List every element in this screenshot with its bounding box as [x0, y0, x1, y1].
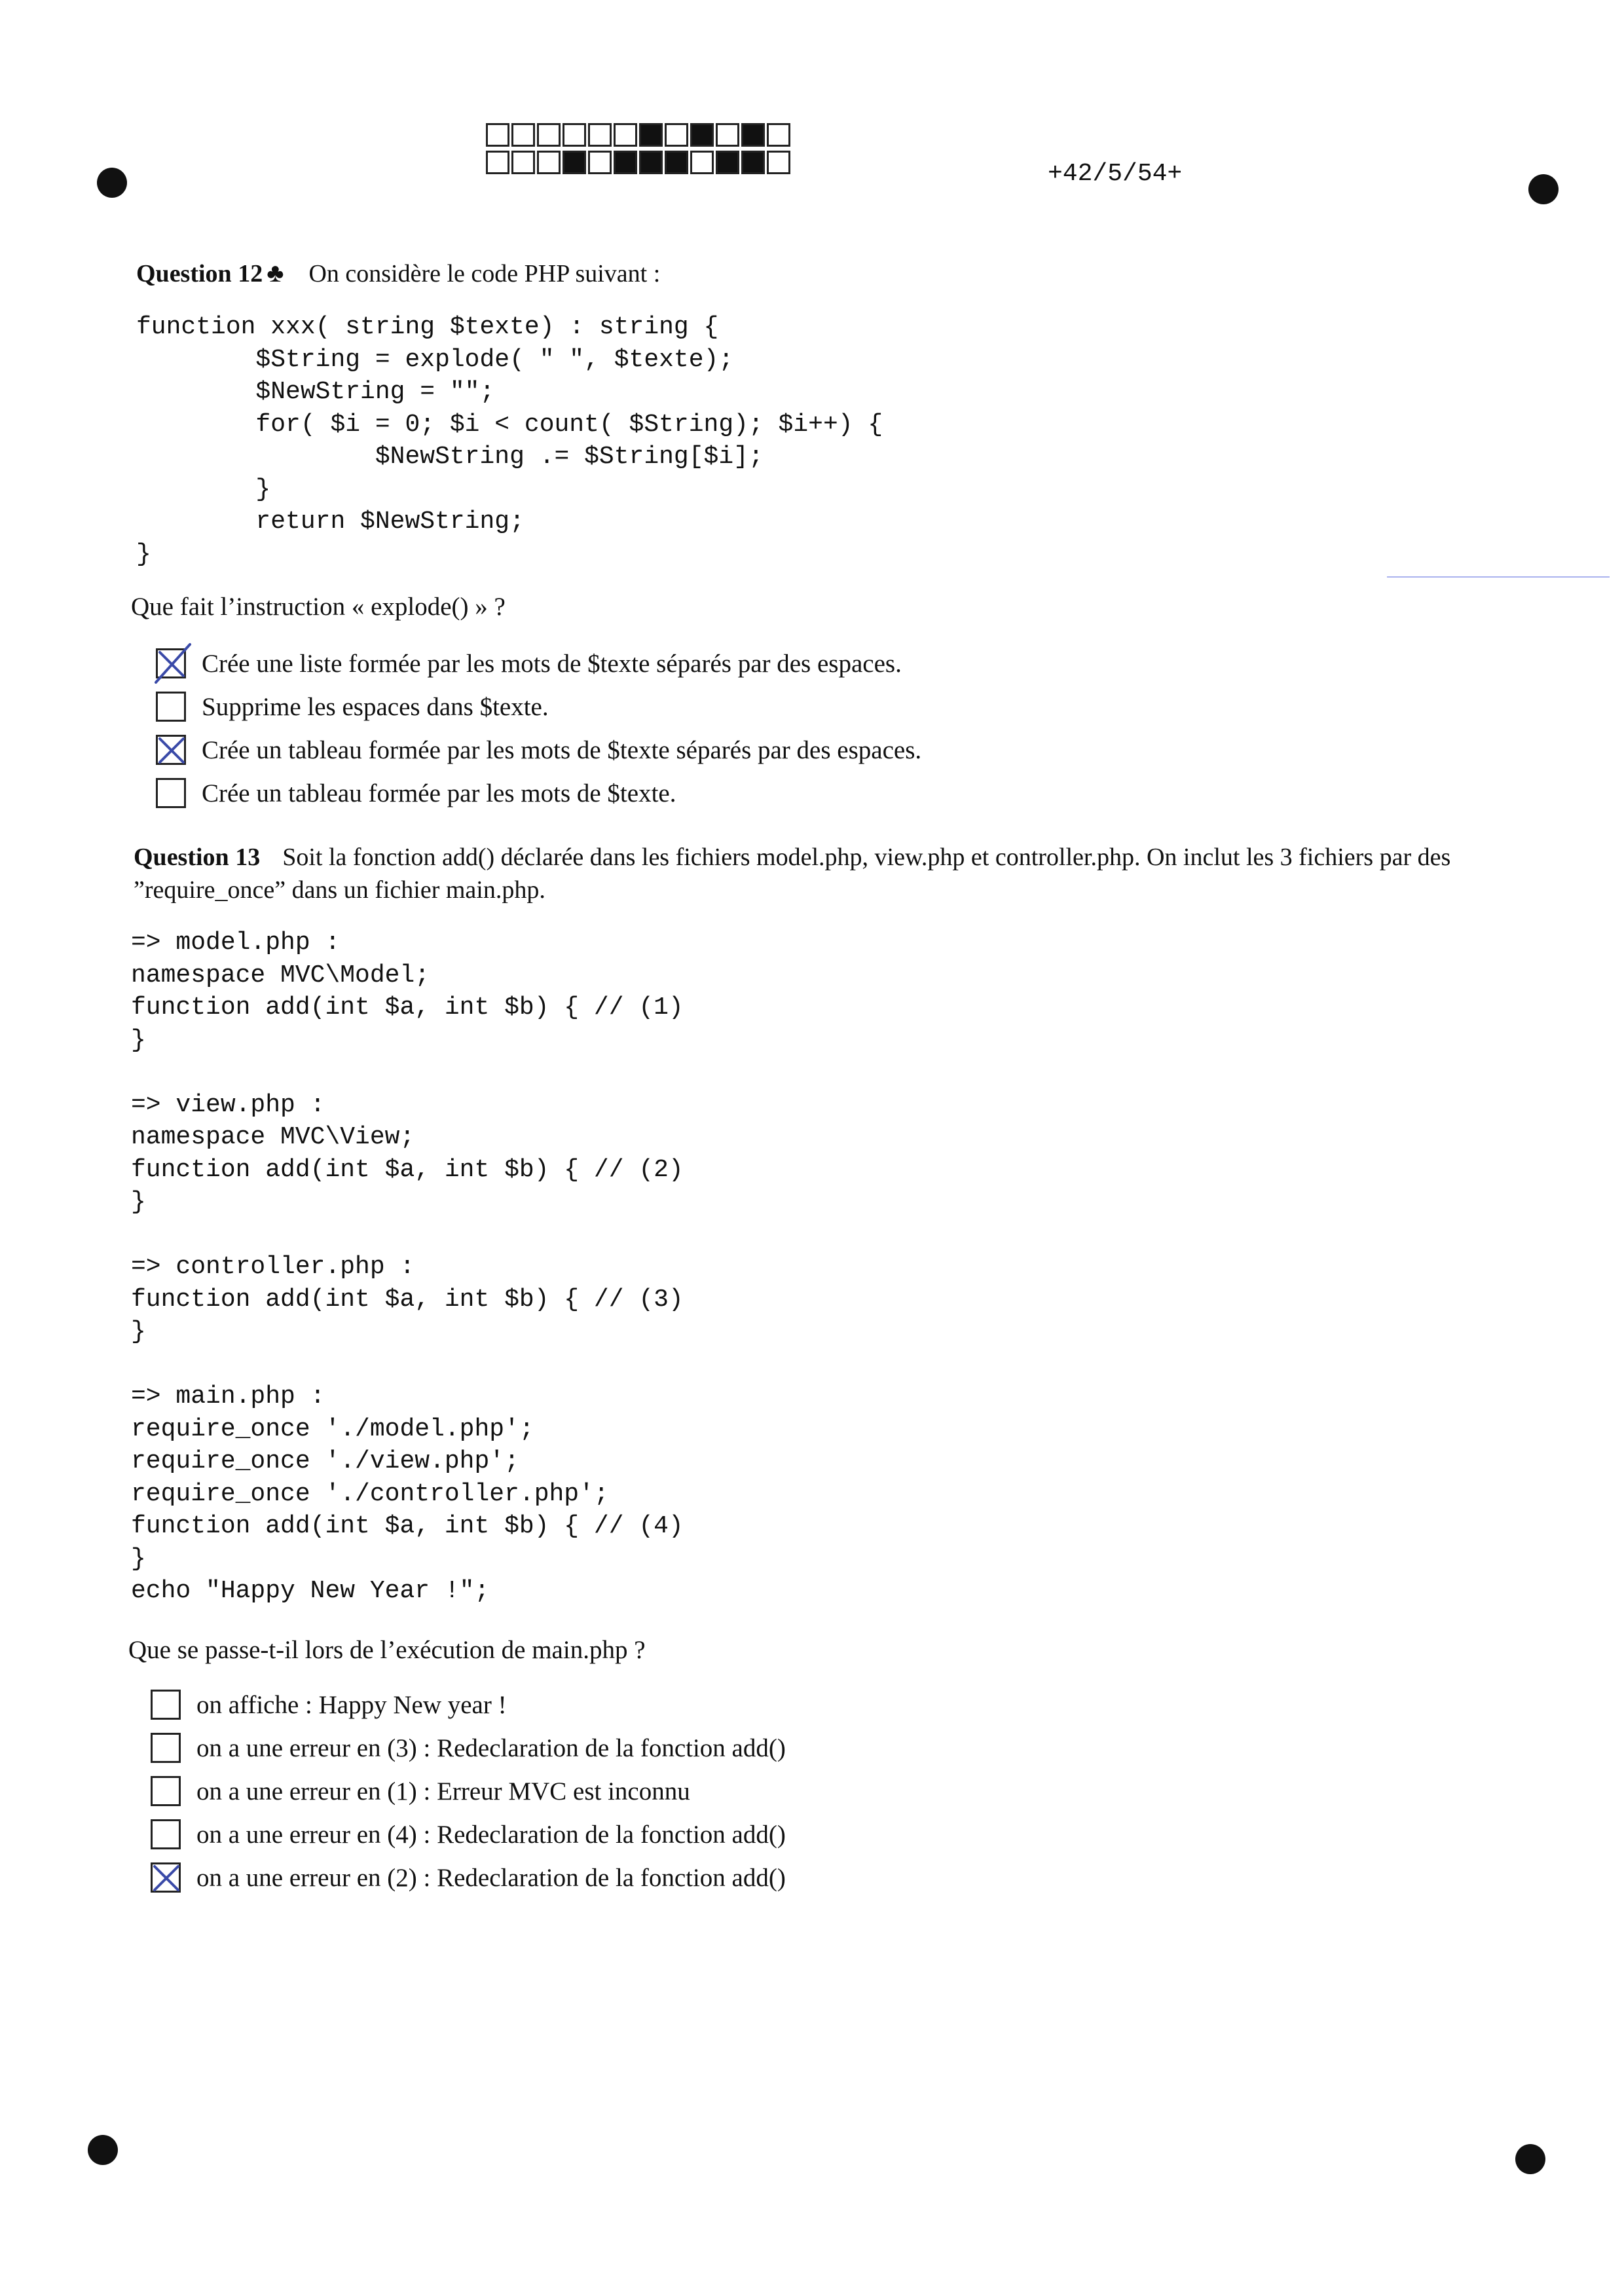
- question-12-prompt: Que fait l’instruction « explode() » ?: [131, 593, 506, 621]
- registration-mark-top-left: [97, 168, 127, 198]
- stray-pen-line: [1387, 576, 1610, 578]
- checked-checkbox[interactable]: [151, 1862, 181, 1893]
- code-cell: [563, 151, 586, 174]
- code-cell: [665, 151, 688, 174]
- registration-mark-bottom-left: [88, 2135, 118, 2165]
- checked-checkbox[interactable]: [156, 735, 186, 765]
- question-13-code: [131, 927, 684, 1608]
- question-13-label: Question 13: [134, 843, 261, 871]
- question-12-header: [136, 257, 660, 290]
- registration-mark-bottom-right: [1515, 2144, 1545, 2174]
- checkbox[interactable]: [151, 1733, 181, 1763]
- page-identifier: +42/5/54+: [1048, 160, 1183, 188]
- code-row-1: [486, 123, 792, 147]
- answer-text: on affiche : Happy New year !: [196, 1690, 507, 1719]
- code-cell: [767, 151, 790, 174]
- question-13-prompt: Que se passe-t-il lors de l’exécution de main.php ?: [128, 1636, 646, 1664]
- code-row-2: [486, 151, 792, 174]
- code-cell: [486, 151, 509, 174]
- code-cell: [665, 123, 688, 147]
- code-cell: [639, 151, 663, 174]
- code-cell: [537, 151, 561, 174]
- club-icon: ♣: [267, 258, 284, 287]
- answer-text: Crée un tableau formée par les mots de $texte.: [202, 779, 676, 807]
- code-cell: [588, 151, 612, 174]
- answer-text: Supprime les espaces dans $texte.: [202, 692, 549, 721]
- cross-mark-icon: [151, 1862, 181, 1893]
- answer-option[interactable]: [151, 1726, 786, 1769]
- checkbox[interactable]: [156, 778, 186, 808]
- question-13-header: [134, 841, 1541, 906]
- code-cell: [716, 123, 739, 147]
- answer-option[interactable]: [156, 642, 921, 685]
- cross-mark-icon: [156, 735, 186, 765]
- answer-text: Crée un tableau formée par les mots de $texte séparés par des espaces.: [202, 735, 922, 764]
- checkbox[interactable]: [151, 1776, 181, 1806]
- question-12-intro: On considère le code PHP suivant :: [308, 260, 661, 287]
- question-12-label: Question 12: [136, 260, 263, 287]
- code-cell: [511, 151, 535, 174]
- php-code-block: function xxx( string $texte) : string { $String = explode( " ", $texte); $NewString = ""; for( $i = 0; $i < count( $String); $i++) { $NewString .= $String[$i]; } return $NewString; }: [136, 313, 883, 568]
- code-cell: [741, 151, 765, 174]
- question-12-code: [136, 311, 883, 570]
- answer-option[interactable]: [151, 1856, 786, 1899]
- code-cell: [716, 151, 739, 174]
- code-cell: [588, 123, 612, 147]
- code-cell: [639, 123, 663, 147]
- answer-option[interactable]: [151, 1683, 786, 1726]
- answer-option[interactable]: [151, 1769, 786, 1813]
- code-cell: [537, 123, 561, 147]
- code-cell: [486, 123, 509, 147]
- question-12-answers: [156, 642, 921, 815]
- answer-option[interactable]: [156, 771, 921, 815]
- question-13-intro: Soit la fonction add() déclarée dans les fichiers model.php, view.php et controller.php. On inclut les 3 fichiers par des ”require_once” dans un fichier main.php.: [134, 843, 1451, 904]
- checked-checkbox[interactable]: [156, 648, 186, 678]
- answer-option[interactable]: [156, 685, 921, 728]
- code-cell: [614, 151, 637, 174]
- answer-text: on a une erreur en (3) : Redeclaration de la fonction add(): [196, 1733, 786, 1762]
- code-cell: [614, 123, 637, 147]
- sheet-code-grid: [486, 123, 792, 178]
- checkbox[interactable]: [151, 1690, 181, 1720]
- code-cell: [511, 123, 535, 147]
- answer-text: on a une erreur en (1) : Erreur MVC est inconnu: [196, 1777, 690, 1805]
- code-cell: [690, 123, 714, 147]
- code-cell: [741, 123, 765, 147]
- code-cell: [690, 151, 714, 174]
- answer-option[interactable]: [156, 728, 921, 771]
- registration-mark-top-right: [1528, 174, 1559, 204]
- question-13-answers: [151, 1683, 786, 1899]
- checkbox[interactable]: [156, 692, 186, 722]
- checkbox[interactable]: [151, 1819, 181, 1849]
- php-files-code-block: => model.php : namespace MVC\Model; function add(int $a, int $b) { // (1) } => view.php : namespace MVC\View; function add(int $a, int $b) { // (2) } => controller.php : function add(int $a, int $b) { // (3) } => main.php : require_once './model.php'; require_once './view.php'; require_once './controller.php'; function add(int $a, int $b) { // (4) } echo "Happy New Year !";: [131, 929, 684, 1605]
- answer-option[interactable]: [151, 1813, 786, 1856]
- cross-mark-icon: [156, 648, 186, 678]
- answer-text: Crée une liste formée par les mots de $texte séparés par des espaces.: [202, 649, 902, 678]
- code-cell: [767, 123, 790, 147]
- answer-text: on a une erreur en (2) : Redeclaration de la fonction add(): [196, 1863, 786, 1892]
- code-cell: [563, 123, 586, 147]
- answer-text: on a une erreur en (4) : Redeclaration de la fonction add(): [196, 1820, 786, 1849]
